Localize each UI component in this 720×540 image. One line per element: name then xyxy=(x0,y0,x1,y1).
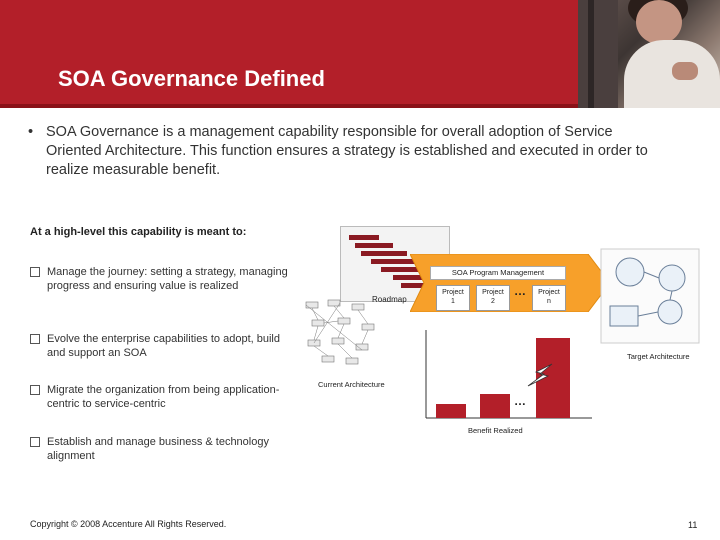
current-architecture-label: Current Architecture xyxy=(318,380,385,389)
page-title: SOA Governance Defined xyxy=(58,66,325,91)
program-management-label: SOA Program Management xyxy=(430,266,566,280)
checkbox-bullet-icon xyxy=(30,267,40,277)
benefit-ellipsis: … xyxy=(514,394,526,408)
checkbox-bullet-icon xyxy=(30,437,40,447)
list-item: Migrate the organization from being application-centric to service-centric xyxy=(30,383,290,411)
target-architecture-label: Target Architecture xyxy=(627,352,690,361)
projects-ellipsis: … xyxy=(514,284,526,298)
list-item: Evolve the enterprise capabilities to adopt, build and support an SOA xyxy=(30,332,290,360)
header-photo xyxy=(578,0,720,108)
project-box: Project 2 xyxy=(476,285,510,311)
intro-text: At a high-level this capability is meant to: xyxy=(30,226,247,238)
copyright-footer: Copyright © 2008 Accenture All Rights Reserved. xyxy=(30,519,227,529)
benefit-label: Benefit Realized xyxy=(468,426,523,435)
target-architecture-graphic xyxy=(600,248,700,344)
benefit-bars-graphic xyxy=(424,330,594,420)
project-box: Project 1 xyxy=(436,285,470,311)
bullet-marker: • xyxy=(28,124,34,140)
roadmap-label: Roadmap xyxy=(372,295,407,304)
page-number: 11 xyxy=(688,520,698,530)
checkbox-bullet-icon xyxy=(30,385,40,395)
list-item: Establish and manage business & technology alignment xyxy=(30,435,290,463)
current-architecture-graphic xyxy=(302,298,380,368)
checkbox-bullet-icon xyxy=(30,334,40,344)
main-bullet-text: SOA Governance is a management capability responsible for overall adoption of Service Oriented Architecture. This function ensures a strategy is established and executed in order to realize measurable benefit. xyxy=(46,124,648,178)
main-bullet xyxy=(28,123,668,180)
list-item: Manage the journey: setting a strategy, managing progress and ensuring value is realized xyxy=(30,265,290,293)
project-box: Project n xyxy=(532,285,566,311)
